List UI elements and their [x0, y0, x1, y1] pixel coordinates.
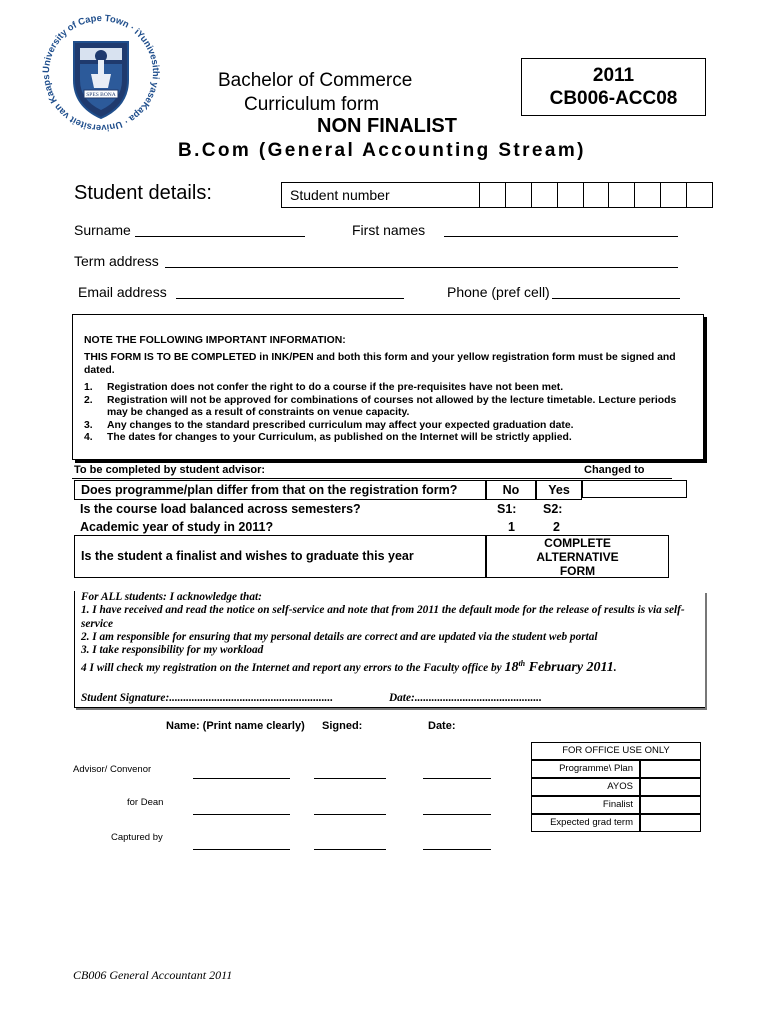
advisor-convenor-label: Advisor/ Convenor: [73, 764, 152, 775]
q-course-load: Is the course load balanced across semesters?: [80, 502, 361, 516]
student-number-digit[interactable]: [661, 183, 687, 207]
phone-field[interactable]: [552, 298, 680, 299]
q1-no-option[interactable]: No: [486, 480, 536, 500]
code-number: CB006-ACC08: [549, 88, 678, 109]
student-number-digit[interactable]: [506, 183, 532, 207]
ack-item-2: 2. I am responsible for ensuring that my personal details are correct and are updated via the student web portal: [81, 631, 598, 643]
student-number-digit[interactable]: [532, 183, 558, 207]
advisor-signed-field[interactable]: [314, 777, 386, 779]
important-notice: [72, 314, 704, 460]
q-finalist: Is the student a finalist and wishes to graduate this year: [74, 535, 486, 578]
dean-date-field[interactable]: [423, 813, 491, 815]
surname-label: Surname: [74, 222, 131, 238]
notice-item: 1. Registration does not confer the right to do a course if the pre-requisites have not been met.: [84, 382, 564, 393]
advisor-top-rule: [72, 478, 672, 479]
student-date-field[interactable]: Date:.............................................: [389, 692, 542, 704]
office-ayos-label: AYOS: [531, 778, 640, 796]
q3-year-2[interactable]: 2: [553, 520, 560, 534]
captured-date-field[interactable]: [423, 848, 491, 850]
student-details-heading: Student details:: [74, 182, 212, 204]
student-number-label: Student number: [282, 183, 480, 207]
university-seal: [36, 8, 166, 138]
office-ayos-value[interactable]: [640, 778, 701, 796]
ack-intro: For ALL students: I acknowledge that:: [81, 591, 262, 603]
for-dean-label: for Dean: [127, 797, 164, 808]
ack-item-4: 4 I will check my registration on the Internet and report any errors to the Faculty office by 18th February 2011.: [81, 659, 617, 675]
email-label: Email address: [78, 284, 167, 300]
term-address-label: Term address: [74, 253, 159, 269]
student-number-digit[interactable]: [480, 183, 506, 207]
code-year: 2011: [592, 65, 635, 86]
office-programme-plan-label: Programme\ Plan: [531, 760, 640, 778]
captured-signed-field[interactable]: [314, 848, 386, 850]
captured-name-field[interactable]: [193, 848, 290, 850]
q2-s2[interactable]: S2:: [543, 502, 563, 516]
student-number-digit[interactable]: [687, 183, 712, 207]
dean-signed-field[interactable]: [314, 813, 386, 815]
notice-heading: NOTE THE FOLLOWING IMPORTANT INFORMATION:: [84, 335, 346, 346]
notice-item: 4. The dates for changes to your Curriculum, as published on the Internet will be strictly applied.: [84, 432, 572, 443]
office-programme-plan-value[interactable]: [640, 760, 701, 778]
q-programme-differs: Does programme/plan differ from that on the registration form?: [74, 480, 486, 500]
footer-form-name: CB006 General Accountant 2011: [73, 968, 233, 982]
student-number-digit[interactable]: [558, 183, 584, 207]
student-number-digit[interactable]: [635, 183, 661, 207]
captured-by-label: Captured by: [111, 832, 163, 843]
notice-intro: THIS FORM IS TO BE COMPLETED in INK/PEN and both this form and your yellow registration form must be signed and dated.: [84, 352, 676, 376]
office-grad-term-label: Expected grad term: [531, 814, 640, 832]
ack-item-3: 3. I take responsibility for my workload: [81, 644, 264, 656]
signed-column-header: Signed:: [322, 720, 363, 732]
title-line-1: Bachelor of Commerce: [218, 70, 413, 91]
changed-to-field[interactable]: [582, 480, 687, 498]
title-line-2: Curriculum form: [244, 94, 380, 115]
office-finalist-label: Finalist: [531, 796, 640, 814]
code-box: [521, 58, 706, 116]
advisor-date-field[interactable]: [423, 777, 491, 779]
notice-item: 2. Registration will not be approved for combinations of courses not allowed by the lecture timetable. Lecture periods may be changed as a result of constraints on venue capacity.: [84, 394, 677, 418]
complete-alternative-form: COMPLETE ALTERNATIVE FORM: [486, 535, 669, 578]
q3-year-1[interactable]: 1: [508, 520, 515, 534]
surname-field[interactable]: [135, 236, 305, 237]
title-stream: B.Com (General Accounting Stream): [178, 140, 586, 161]
student-number-digit[interactable]: [609, 183, 635, 207]
notice-item: 3. Any changes to the standard prescribed curriculum may affect your expected graduation date.: [84, 419, 574, 431]
notice-list: [84, 382, 694, 445]
seal-ring-text: University of Cape Town · iYunivesithi yaseKapa · Universiteit van Kaaps: [39, 11, 163, 135]
seal-motto: SPES BONA: [86, 92, 116, 98]
student-number-digit[interactable]: [584, 183, 610, 207]
advisor-caption: To be completed by student advisor:: [74, 464, 266, 476]
dean-name-field[interactable]: [193, 813, 290, 815]
name-column-header: Name: (Print name clearly): [166, 720, 305, 732]
q1-yes-option[interactable]: Yes: [536, 480, 582, 500]
student-number-box: [281, 182, 713, 208]
q-academic-year: Academic year of study in 2011?: [80, 520, 274, 534]
acknowledgement-box: [74, 591, 705, 708]
office-use-title: FOR OFFICE USE ONLY: [531, 742, 701, 760]
student-signature-field[interactable]: Student Signature:..........................................................: [81, 692, 334, 704]
date-column-header: Date:: [428, 720, 456, 732]
first-names-label: First names: [352, 222, 426, 238]
phone-label: Phone (pref cell): [447, 284, 550, 300]
title-non-finalist: NON FINALIST: [317, 115, 457, 137]
ack-item-1: 1. I have received and read the notice on self-service and note that from 2011 the default mode for the release of results is via self-service: [81, 604, 685, 630]
q2-s1[interactable]: S1:: [497, 502, 517, 516]
seal-graphic: [36, 8, 166, 138]
office-finalist-value[interactable]: [640, 796, 701, 814]
email-field[interactable]: [176, 298, 404, 299]
advisor-name-field[interactable]: [193, 777, 290, 779]
office-grad-term-value[interactable]: [640, 814, 701, 832]
changed-to-label: Changed to: [584, 464, 645, 476]
term-address-field[interactable]: [165, 267, 678, 268]
first-names-field[interactable]: [444, 236, 678, 237]
